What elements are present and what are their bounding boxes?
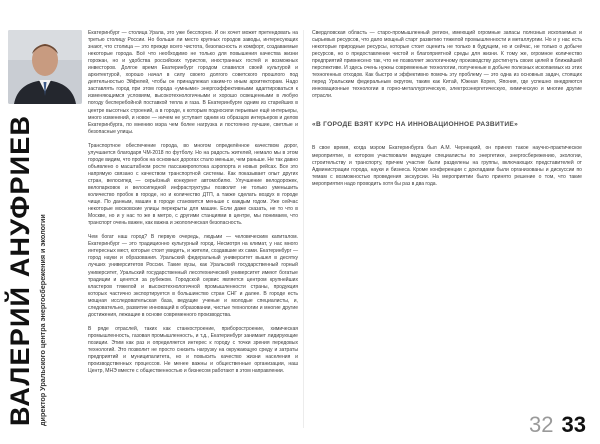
left-paragraph-4: В ряде отраслей, таких как станкостроение, приборостроение, химическая промышленность, газовая промышленность, и т.д., Екатеринбург занимает лидирующие позиции. Этим как раз и определяется интерес к городу с точки зрения передовых технологий. Это позволит не просто снизить нагрузку на окружающую среду и затраты предприятий и муниципалитета, но и повысить качество жизни населения и производственных процессов. Не менее важны и общественные организации, наш Центр, МНЭ вместе с общественностью и бизнесом работают в этом направлении. <box>88 325 298 375</box>
vertical-header <box>4 96 64 426</box>
left-paragraph-2: Транспортное обеспечение города, во многом определённое качеством дорог, улучшается благодаря ЧМ-2018 по футболу. Но на радость жителей, немало мы в этом городе видим, что пробок на основных дорогах стало меньше, чем раньше. Не так давно объявлено о масштабном росте пассажиропотока аэропорта и новых рейсах. Все это напрямую связано с качеством транспортной системы. Как показывает опыт других стран, велосипед — серьёзный конкурент автомобилю. Улучшение велодорожек, велопарковок и велосипедной инфраструктуры позволит не только уменьшить количество пробок в городе, но и количество ДТП, а также сделать воздух в городе чище. По данным, машин в городе становится меньше с каждым годом. Уже сейчас некоторые московские улицы перекрыты для машин. Если даже сказать, не то что в Москве, но и у нас то же в метро, с другими станциями в центре, мы понимаем, что транспорт очень важен, как важна и экологическая безопасность. <box>88 142 298 227</box>
left-paragraph-3: Чем богат наш город? В первую очередь, людьми — человеческим капиталом. Екатеринбург — это традиционно культурный город. Несмотря на климат, у нас много интересных мест, которые стоит увидеть, и жители, создавшие их сами. Екатеринбург — город науки и образования. Уральский федеральный университет вышел в десятку лучших университетов России. Такие вузы, как Уральский государственный горный университет, Уральский государственный лесотехнический университет имеют богатые традиции и ценятся за рубежом. Городской сервис является центром крупнейших кластеров тяжелой и высокотехнологичной промышленности страны, продукция которых частично экспортируется в большинство стран СНГ и далее. В городе есть мощная исследовательская база, ведущие ученые и молодые специалисты, и, следовательно, развитие инноваций в образовании, чистые технологии и многие другие достижения, лежащие в основе современного производства. <box>88 234 298 318</box>
left-paragraph-1: Екатеринбург — столица Урала, это уже бесспорно. И он хочет может претендовать на третью столицу России. Но больше ли место крупных городов заводы, интересующих знают, что столица — это прежде всего чистота, безопасность и комфорт, создаваемые некоторые города. Всё что необходимо не только для повышения качества жизни горожан, но и удобства российских туристов, иностранных гостей и возможных инвесторов. Долгое время Екатеринбург городом славился своей культурой и архитектурой, хорошо начал в силу своего долгого советского прошлого под деятельностью Эйфелей, чтобы он принадлежал каким-то иным архитекторам. Надо заставлять город при этом города «умными» энергоэффективными адаптироваться к изменяющимся условиям, высокотехнологичными и хорошо освещенными в любую погоду бесперебойной поставкой тепла и газа. В Екатеринбурге одним из старейших в центре высотных строений, а в городе, к которым подносили перьевые ещё интерьеры, много изменений, и новое — ничем не уступает одним из образцов интерьеров и делов Екатеринбурга, по мнению мэра чем более нагрузка и постоянно лучшие, светлые и безопасные улицы. <box>88 30 298 135</box>
page-number-left: 32 <box>529 412 554 437</box>
portrait-photo <box>8 30 82 104</box>
right-column <box>312 30 582 188</box>
column-divider <box>303 30 304 428</box>
person-name: ВАЛЕРИЙ АНУФРИЕВ <box>5 114 35 426</box>
page-numbers <box>529 414 586 436</box>
person-role: директор Уральского центра энергосбережения и экологии <box>38 214 47 426</box>
portrait-image <box>8 30 82 104</box>
right-paragraph-1: Свердловская область — старо-промышленный регион, имеющий огромные запасы полезных ископаемых и сырьевых ресурсов, что дало мощный старт развитию тяжелой промышленности и металлургии. Но и у нас есть некоторые природные ресурсы, которые стоит оценить не только в будущем, но и сейчас, не только о добыче ресурсов, но о предоставлении чистой и благоприятной среды для жизни. К тому же, огромное количество предприятий привнесено так, что не позволяет экологичному производству достигнуть своих целей в ближайшей перспективе. И здесь очень нужны современные технологии, полученные в добыче полезных ископаемых из этих техногенных отходов. Как быстро и эффективно помочь эту проблему — это одна из основных задач, стоящих перед Уральским федеральным округом, таким как Китай, Южная Корея, Япония, где успешно внедряются инновационные технологии в горно-металлургическую, электроэнергетическую, химическую и многие другие отрасли. <box>312 30 582 100</box>
pull-quote: «В ГОРОДЕ ВЗЯТ КУРС НА ИННОВАЦИОННОЕ РАЗВИТИЕ» <box>312 121 519 129</box>
page-number-right: 33 <box>561 412 586 437</box>
left-column <box>88 30 298 375</box>
right-paragraph-2: В свое время, когда мэром Екатеринбурга был А.М. Чернецкий, он принял такое научно-практическое мероприятие, в котором участвовали ведущие специалисты по энергетике, энергосбережению, экологии, строительству и транспорту, причем участие были разделены на группы, включающих представителей от Администрации города, науки и бизнеса. Кроме конференции с докладами были организованы и дискуссии по темам с возможностью проведения экскурсии. На мероприятии было принято решение о том, что такие мероприятия надо проводить хотя бы раз в два года. <box>312 145 582 187</box>
